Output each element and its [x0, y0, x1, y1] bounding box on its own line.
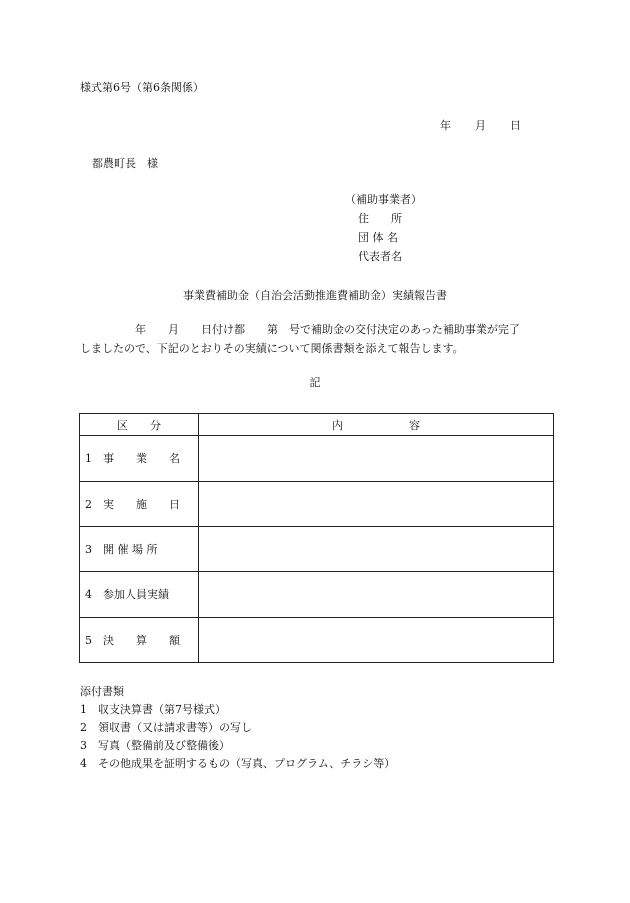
row-content-implementation-date[interactable]: [199, 481, 554, 526]
applicant-heading: （補助事業者）: [345, 193, 422, 206]
body-text: [80, 323, 520, 361]
table-row: [80, 617, 554, 662]
row-content-project-name[interactable]: [199, 436, 554, 481]
address-label: 住 所: [358, 212, 402, 225]
row-content-participants[interactable]: [199, 572, 554, 617]
header-category: 区 分: [80, 414, 199, 436]
table-row: [80, 481, 554, 526]
applicant-block: [345, 193, 422, 269]
attachment-item: 3 写真（整備前及び整備後）: [80, 739, 230, 752]
body-line-2: しましたので、下記のとおりその実績について関係書類を添えて報告します。: [80, 342, 464, 355]
header-content: 内 容: [199, 414, 554, 436]
table-row: [80, 526, 554, 571]
attachment-item: 4 その他成果を証明するもの（写真、プログラム、チラシ等）: [80, 757, 396, 770]
date-month: 月: [475, 119, 486, 132]
date-line: [440, 119, 521, 133]
row-label-participants: 4 参加人員実績: [80, 572, 199, 617]
attachment-item: 1 収支決算書（第7号様式）: [80, 703, 226, 716]
table-row: [80, 572, 554, 617]
row-label-implementation-date: 2 実 施 日: [80, 481, 199, 526]
form-number: 様式第6号（第6条関係）: [80, 81, 204, 94]
row-label-venue: 3 開 催 場 所: [80, 526, 199, 571]
attachment-item: 2 領収書（又は請求書等）の写し: [80, 721, 252, 734]
date-day: 日: [510, 119, 521, 132]
body-line-1: 年 月 日付け都 第 号で補助金の交付決定のあった補助事業が完了: [80, 323, 520, 336]
group-name-label: 団 体 名: [358, 231, 398, 244]
attachments-heading: 添付書類: [80, 685, 124, 698]
row-content-venue[interactable]: [199, 526, 554, 571]
document-title: 事業費補助金（自治会活動推進費補助金）実績報告書: [183, 289, 447, 302]
row-label-project-name: 1 事 業 名: [80, 436, 199, 481]
report-table: [79, 413, 554, 663]
date-year: 年: [440, 119, 451, 132]
attachments-block: [80, 685, 395, 775]
row-label-settlement-amount: 5 決 算 額: [80, 617, 199, 662]
row-content-settlement-amount[interactable]: [199, 617, 554, 662]
table-header-row: [80, 414, 554, 436]
representative-label: 代表者名: [358, 250, 402, 263]
ki-heading: 記: [309, 376, 321, 389]
addressee: 都農町長 様: [92, 157, 158, 170]
table-row: [80, 436, 554, 481]
